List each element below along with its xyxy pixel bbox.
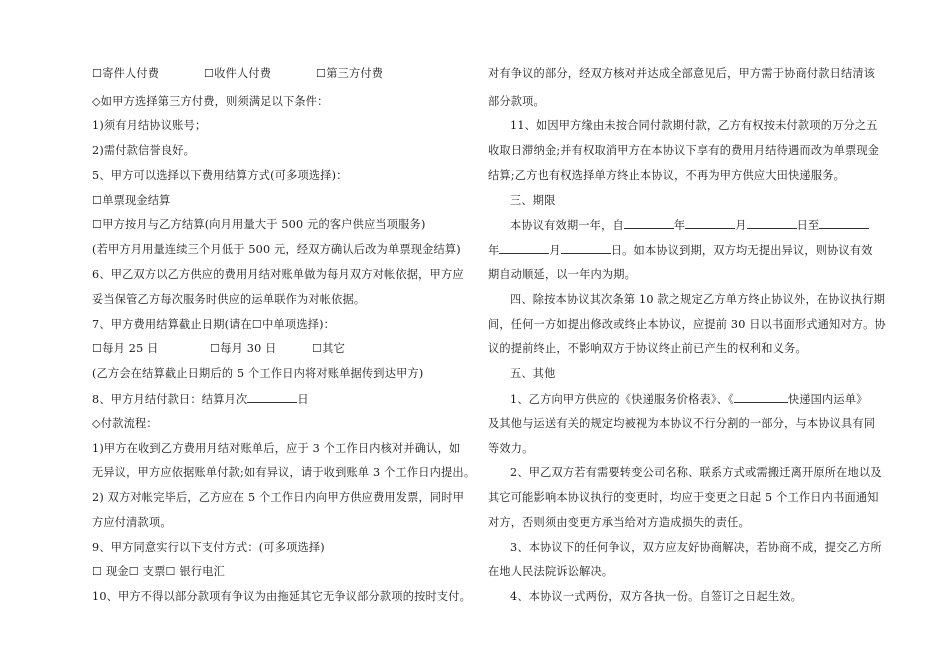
- clause-6-line-2: 妥当保管乙方每次服务时供应的运单联作为对帐依据。: [92, 293, 366, 306]
- section-5-heading: 五、其他: [510, 367, 556, 380]
- clause-8-suffix: 日: [297, 393, 309, 406]
- payer-options: [92, 67, 383, 81]
- cutoff-option-30[interactable]: ☐每月 30 日: [210, 342, 277, 355]
- section-4-line-1: 四、除按本协议其次条第 10 款之规定乙方单方终止协议外，在协议执行期: [510, 293, 886, 306]
- waybill-name-blank[interactable]: [734, 392, 788, 403]
- start-month-blank[interactable]: [685, 218, 735, 229]
- end-day-blank[interactable]: [561, 243, 611, 254]
- cutoff-option-other[interactable]: ☐其它: [312, 342, 346, 355]
- clause-8: [92, 392, 309, 407]
- other-1-suffix: 快递国内运单》: [787, 393, 868, 406]
- clause-7-heading: 7、甲方费用结算截止日期(请在☐中单项选择)：: [92, 318, 336, 331]
- payer-option-third-party[interactable]: ☐第三方付费: [316, 67, 384, 80]
- other-1-line-2: 及其他与运送有关的规定均被视为本协议不行分割的一部分，与本协议具有同: [488, 417, 876, 430]
- term-line-1: [510, 218, 869, 233]
- section-3-heading: 三、期限: [510, 194, 556, 207]
- condition-1: 1)须有月结协议账号；: [92, 119, 207, 132]
- year-label: 年: [673, 219, 686, 232]
- day-to-label: 日至: [796, 219, 820, 232]
- process-2-line-2: 方应付清款项。: [92, 516, 172, 529]
- payment-process-heading: ◇付款流程：: [92, 417, 158, 430]
- cutoff-note: (乙方会在结算截止日期后的 5 个工作日内将对账单据传到达甲方): [92, 367, 424, 380]
- clause-8-label: 8、甲方月结付款日：结算月次: [92, 393, 248, 406]
- payer-option-sender[interactable]: ☐寄件人付费: [92, 67, 160, 80]
- clause-10: 10、甲方不得以部分款项有争议为由拖延其它无争议部分款项的按时支付。: [92, 590, 472, 603]
- payment-day-blank[interactable]: [247, 392, 297, 403]
- third-party-condition-heading: ◇如甲方选择第三方付费，则须满足以下条件：: [92, 95, 329, 108]
- other-3-line-2: 在地人民法院诉讼解决。: [488, 565, 614, 578]
- other-2-line-3: 对方，否则须由变更方承当给对方造成损失的责任。: [488, 516, 750, 529]
- other-1-line-3: 等效力。: [488, 442, 534, 455]
- term-renewal-text: 日。如本协议到期，双方均无提出异议，则协议有效: [610, 244, 873, 257]
- payment-method-options[interactable]: ☐ 现金☐ 支票☐ 银行电汇: [92, 565, 226, 578]
- cutoff-date-options: [92, 342, 345, 356]
- section-4-line-2: 间，任何一方如提出修改或终止本协议，应提前 30 日以书面形式通知对方。协: [488, 318, 886, 331]
- section-4-line-3: 议的提前终止，不影响双方于协议终止前已产生的权利和义务。: [488, 342, 807, 355]
- month-label: 月: [735, 219, 747, 232]
- condition-2: 2)需付款信誉良好。: [92, 144, 195, 157]
- clause-11-line-3: 结算;乙方也有权选择单方终止本协议，不再为甲方供应大田快递服务。: [488, 169, 845, 182]
- month-label: 月: [549, 244, 561, 257]
- clause-5-heading: 5、甲方可以选择以下费用结算方式(可多项选择)：: [92, 169, 348, 182]
- other-3-line-1: 3、本协议下的任何争议，双方应友好协商解决，若协商不成，提交乙方所: [510, 541, 882, 554]
- clause-9-heading: 9、甲方同意实行以下支付方式：(可多项选择): [92, 541, 325, 554]
- process-1-line-1: 1)甲方在收到乙方费用月结对账单后，应于 3 个工作日内核对并确认，如: [92, 442, 461, 455]
- settlement-note: (若甲方月用量连续三个月低于 500 元，经双方确认后改为单票现金结算): [92, 243, 461, 256]
- process-2-line-1: 2) 双方对帐完毕后，乙方应在 5 个工作日内向甲方供应费用发票，同时甲: [92, 491, 465, 504]
- clause-10-end: 部分款项。: [488, 95, 545, 108]
- term-label: 本协议有效期一年，自: [510, 219, 624, 232]
- start-day-blank[interactable]: [747, 218, 797, 229]
- clause-11-line-1: 11、如因甲方缘由未按合同付款期付款，乙方有权按未付款项的万分之五: [510, 119, 878, 132]
- clause-11-line-2: 收取日滞纳金;并有权取消甲方在本协议下享有的费用月结待遇而改为单票现金: [488, 144, 880, 157]
- start-year-blank[interactable]: [624, 218, 674, 229]
- payer-option-receiver[interactable]: ☐收件人付费: [204, 67, 272, 80]
- other-2-line-2: 其它可能影响本协议执行的变更时，均应于变更之日起 5 个工作日内书面通知: [488, 491, 879, 504]
- term-line-3: 期自动顺延，以一年内为期。: [488, 268, 637, 281]
- clause-6-line-1: 6、甲乙双方以乙方供应的费用月结对账单做为每月双方对帐依据，甲方应: [92, 268, 464, 281]
- clause-10-continued: 对有争议的部分，经双方核对并达成全部意见后，甲方需于协商付款日结清该: [488, 67, 876, 80]
- end-year-blank[interactable]: [819, 218, 869, 229]
- settlement-option-cash[interactable]: ☐单票现金结算: [92, 194, 171, 207]
- year-label: 年: [488, 244, 500, 257]
- other-1-prefix: 1、乙方向甲方供应的《快递服务价格表》、《: [510, 393, 734, 406]
- other-2-line-1: 2、甲乙双方若有需要转变公司名称、联系方式或需搬迁离开原所在地以及: [510, 466, 882, 479]
- process-1-line-2: 无异议，甲方应依据账单付款;如有异议，请于收到账单 3 个工作日内提出。: [92, 466, 476, 479]
- other-1-line-1: [510, 392, 868, 407]
- term-line-2: [488, 243, 873, 258]
- settlement-option-monthly[interactable]: ☐甲方按月与乙方结算(向月用量大于 500 元的客户供应当项服务): [92, 218, 426, 231]
- end-month-blank[interactable]: [499, 243, 549, 254]
- cutoff-option-25[interactable]: ☐每月 25 日: [92, 342, 159, 355]
- other-4: 4、本协议一式两份，双方各执一份。自签订之日起生效。: [510, 590, 803, 603]
